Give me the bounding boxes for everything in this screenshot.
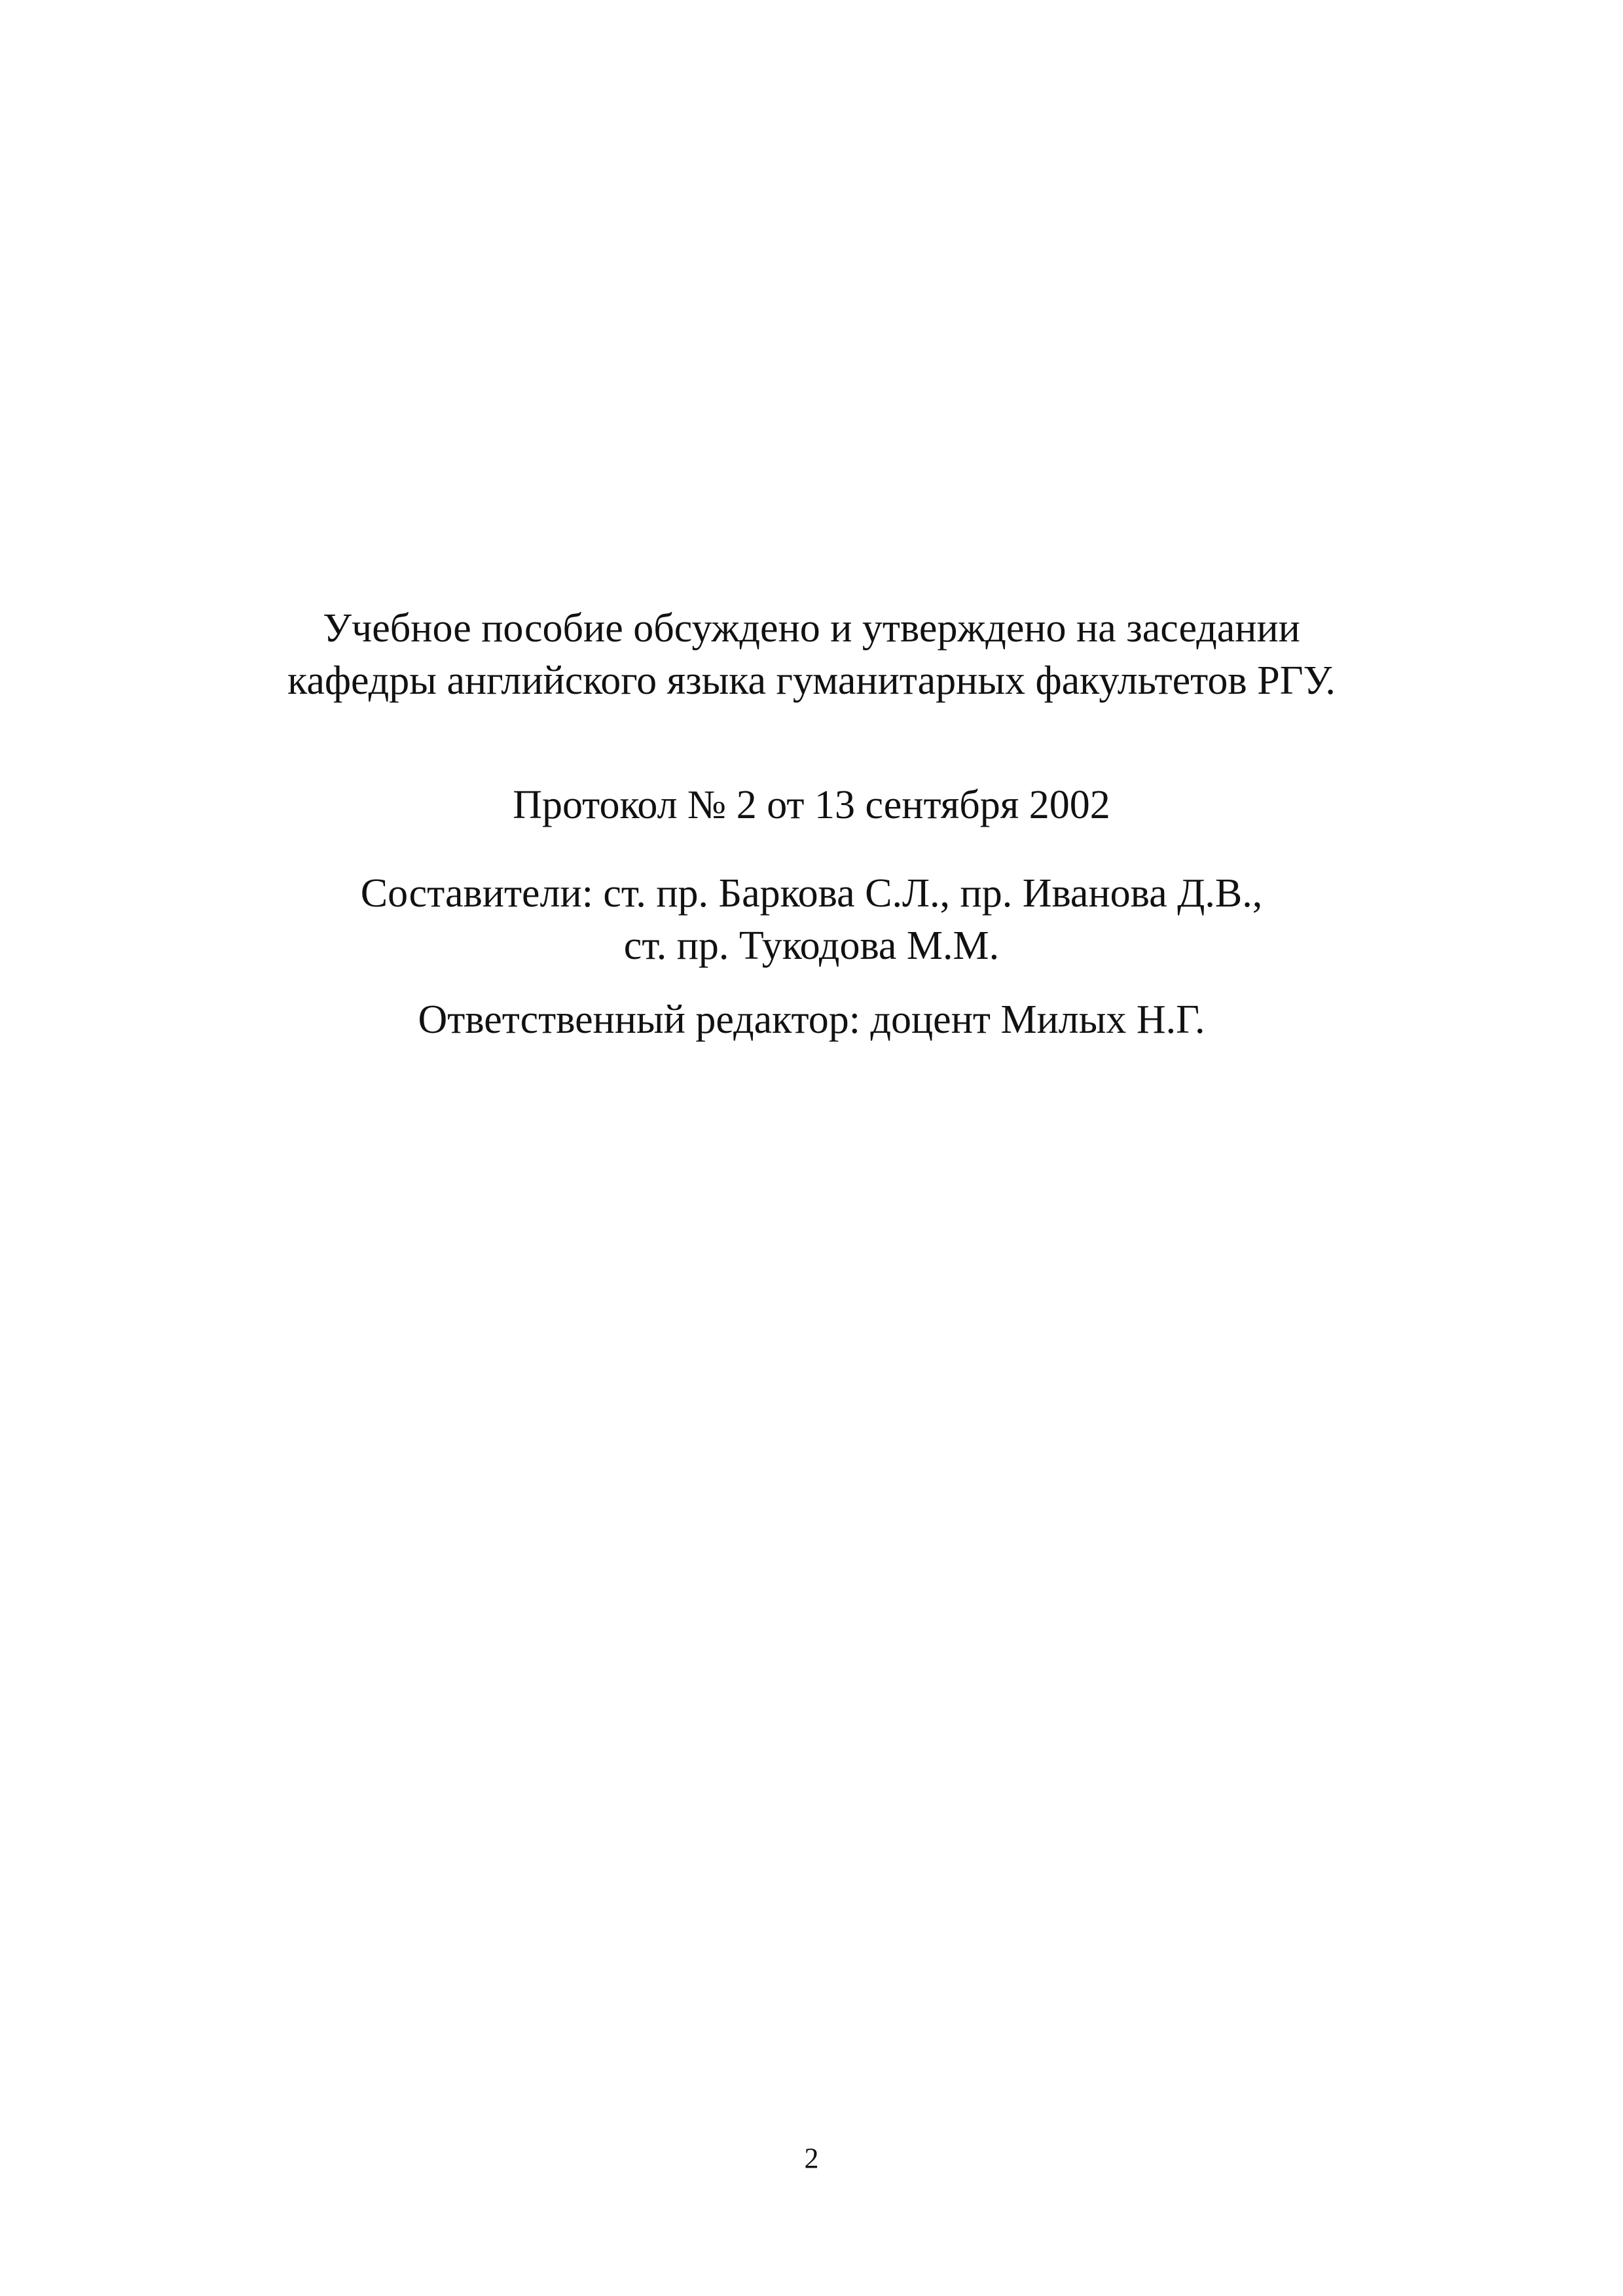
approval-line-2: кафедры английского языка гуманитарных факультетов РГУ. xyxy=(287,658,1336,703)
editor-note xyxy=(0,994,1623,1046)
protocol-line xyxy=(0,779,1623,831)
compilers-line-2: ст. пр. Тукодова М.М. xyxy=(623,924,1000,968)
page-number: 2 xyxy=(804,2142,819,2174)
approval-note xyxy=(0,602,1623,707)
editor-text: Ответственный редактор: доцент Милых Н.Г. xyxy=(418,997,1205,1042)
compilers-note xyxy=(0,867,1623,972)
protocol-text: Протокол № 2 от 13 сентября 2002 xyxy=(513,783,1110,827)
compilers-line-1: Составители: ст. пр. Баркова С.Л., пр. Иванова Д.В., xyxy=(360,871,1263,916)
approval-line-1: Учебное пособие обсуждено и утверждено на заседании xyxy=(323,606,1300,651)
